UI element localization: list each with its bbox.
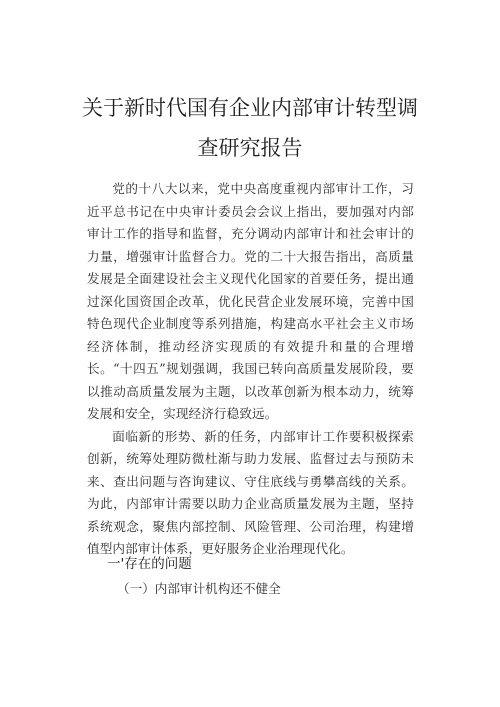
document-title: 关于新时代国有企业内部审计转型调查研究报告 [82, 96, 418, 160]
paragraph-1: 党的十八大以来，党中央高度重视内部审计工作，习近平总书记在中央审计委员会会议上指出，要加强对内部审计工作的指导和监督，充分调动内部审计和社会审计的力量，增强审计监督合力。党的二十大报告指出，高质量发展是全面建设社会主义现代化国家的首要任务，提出通过深化国资国企改革，优化民营企业发展环境，完善中国特色现代企业制度等系列措施，构建高水平社会主义市场经济体制，推动经济实现质的有效提升和量的合理增长。“十四五”规划强调，我国已转向高质量发展阶段，要以推动高质量发展为主题，以改革创新为根本动力，统筹发展和安全，实现经济行稳致远。 [87, 181, 414, 421]
paragraph-2: 面临新的形势、新的任务，内部审计工作要积极探索创新，统筹处理防微杜渐与助力发展、监督过去与预防未来、查出问题与咨询建议、守住底线与勇攀高线的关系。为此，内部审计需要以助力企业高质量发展为主题，坚持系统观念，聚焦内部控制、风险管理、公司治理，构建增值型内部审计体系，更好服务企业治理现代化。 [87, 428, 414, 556]
subsection-heading: （一）内部审计机构还不健全 [117, 581, 281, 596]
document-body [87, 178, 414, 561]
section-heading: 一'存在的问题 [107, 556, 192, 572]
